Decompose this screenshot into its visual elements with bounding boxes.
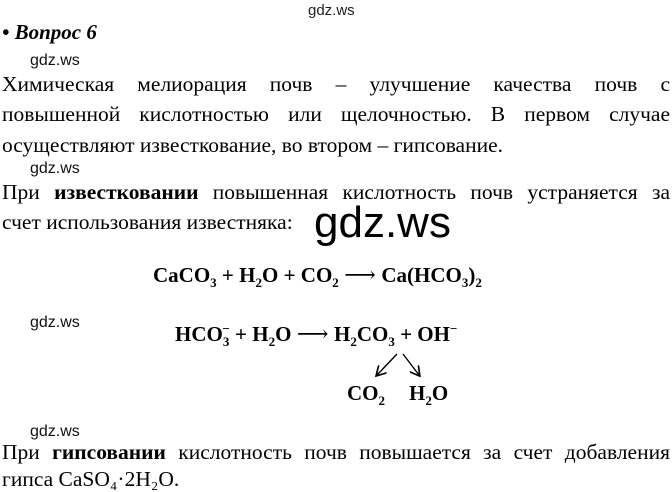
eq1-plus-h: + H: [216, 263, 256, 287]
watermark-small-4: gdz.ws: [30, 423, 80, 440]
paragraph-1-line-3: осуществляют известкование, во втором – гипсование.: [2, 133, 504, 157]
watermark-small-1: gdz.ws: [30, 52, 80, 69]
product-h2o: [409, 381, 448, 409]
eq2-oh-charge: −: [449, 321, 458, 336]
eq2-h2co3-sub1: 2: [350, 334, 357, 349]
paragraph-3-line-2: гипса CaSO₄·2H₂O.: [2, 467, 180, 491]
eq2-plus-h: + H: [229, 322, 269, 346]
eq2-hco3: HCO: [175, 322, 223, 346]
p2-prefix: При: [2, 180, 55, 204]
eq1-h2o-sub: 2: [255, 275, 262, 290]
h2o-h: H: [409, 381, 426, 405]
product-co2: [347, 381, 385, 409]
watermark-top: gdz.ws: [308, 2, 355, 19]
eq1-product-sub1: 3: [461, 275, 469, 290]
eq1-caco3: CaCO: [153, 263, 211, 287]
eq2-h2co3-h: H: [333, 322, 351, 346]
eq2-arrow: ⟶: [291, 321, 334, 346]
eq2-plus-oh: + OH: [394, 322, 450, 346]
question-heading: • Вопрос 6: [2, 20, 97, 44]
paragraph-2-line-2: счет использования известняка:: [2, 210, 293, 234]
p3-prefix: При: [2, 440, 53, 464]
eq1-co2-sub: 2: [332, 275, 339, 290]
eq1-product: Ca(HCO: [381, 263, 462, 287]
h2o-sub: 2: [425, 393, 432, 408]
paragraph-3-line-1: [2, 440, 670, 465]
eq2-hco3-sub: 3: [222, 334, 230, 349]
eq2-h2o-rest: O: [275, 322, 292, 346]
watermark-small-3: gdz.ws: [30, 314, 80, 331]
co2-sub: 2: [378, 393, 385, 408]
eq2-h2o-sub: 2: [268, 334, 276, 349]
watermark-small-2: gdz.ws: [30, 160, 80, 177]
arrow-to-h2o: [403, 354, 419, 375]
h2o-o: O: [431, 381, 449, 405]
eq1-arrow: ⟶: [338, 262, 382, 287]
p2-suffix: повышенная кислотность почв устраняется за: [198, 180, 670, 204]
eq1-caco3-sub: 3: [210, 275, 217, 290]
p3-suffix: кислотность почв повышается за счет добавления: [165, 440, 670, 464]
eq1-product-close: ): [468, 263, 476, 287]
arrow-to-co2: [377, 354, 397, 375]
co2-text: CO: [347, 381, 379, 405]
paragraph-1-line-1: Химическая мелиорация почв – улучшение качества почв с: [2, 72, 670, 96]
paragraph-3-line-1-text: [2, 440, 670, 465]
eq2-h2co3-sub2: 3: [388, 334, 395, 349]
eq2-h2co3-co: CO: [356, 322, 389, 346]
eq2-hco3-charge: −: [222, 321, 230, 336]
paragraph-1-line-2: повышенной кислотностью или щелочностью. В первом случае: [2, 102, 670, 126]
term-limiting: известковании: [54, 180, 199, 204]
eq1-h2o-co2: O + CO: [261, 263, 333, 287]
eq1-product-sub2: 2: [475, 275, 482, 290]
term-gypsum: гипсовании: [52, 440, 166, 464]
watermark-big: gdz.ws: [314, 198, 451, 247]
